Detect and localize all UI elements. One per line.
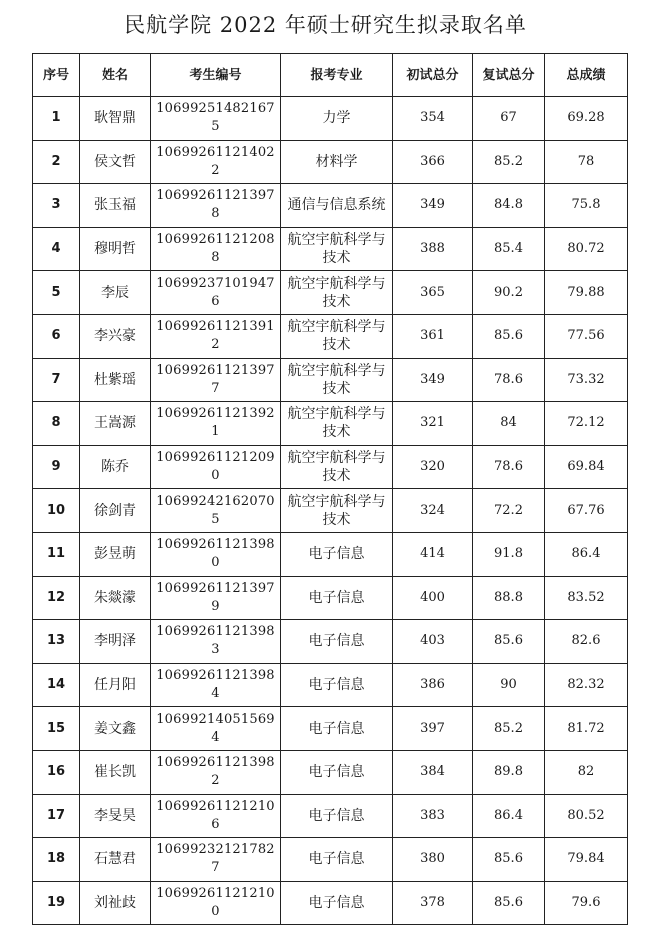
cell-no: 12 [33,576,80,620]
table-row [33,227,628,271]
table-body [33,97,628,925]
cell-total: 69.28 [545,97,628,141]
cell-name: 李旻昊 [80,794,151,838]
cell-prelim: 354 [393,97,473,141]
cell-name: 侯文哲 [80,140,151,184]
cell-id: 106992611213984 [151,663,281,707]
cell-name: 刘祉歧 [80,881,151,925]
cell-retest: 84 [473,402,545,446]
cell-retest: 85.6 [473,881,545,925]
cell-id: 106992611213983 [151,620,281,664]
cell-major: 电子信息 [281,707,393,751]
cell-id: 106992140515694 [151,707,281,751]
cell-retest: 78.6 [473,358,545,402]
cell-major: 航空宇航科学与技术 [281,489,393,533]
cell-prelim: 400 [393,576,473,620]
table-row [33,402,628,446]
table-row [33,489,628,533]
cell-retest: 85.2 [473,140,545,184]
cell-major: 电子信息 [281,663,393,707]
cell-no: 18 [33,838,80,882]
table-row [33,576,628,620]
cell-retest: 72.2 [473,489,545,533]
cell-total: 78 [545,140,628,184]
cell-retest: 91.8 [473,532,545,576]
table-row [33,707,628,751]
cell-major: 电子信息 [281,838,393,882]
cell-prelim: 365 [393,271,473,315]
cell-no: 8 [33,402,80,446]
cell-no: 5 [33,271,80,315]
cell-name: 张玉福 [80,184,151,228]
cell-no: 2 [33,140,80,184]
cell-retest: 90 [473,663,545,707]
table-row [33,881,628,925]
table-row [33,532,628,576]
cell-total: 80.52 [545,794,628,838]
cell-name: 彭昱萌 [80,532,151,576]
cell-id: 106992321217827 [151,838,281,882]
table-row [33,271,628,315]
cell-total: 67.76 [545,489,628,533]
cell-no: 15 [33,707,80,751]
cell-no: 17 [33,794,80,838]
cell-id: 106992421620705 [151,489,281,533]
cell-name: 石慧君 [80,838,151,882]
cell-prelim: 324 [393,489,473,533]
cell-retest: 85.2 [473,707,545,751]
cell-prelim: 414 [393,532,473,576]
cell-no: 16 [33,750,80,794]
cell-major: 电子信息 [281,750,393,794]
cell-name: 徐剑青 [80,489,151,533]
col-header-no: 序号 [33,54,80,97]
cell-total: 72.12 [545,402,628,446]
cell-major: 材料学 [281,140,393,184]
cell-major: 航空宇航科学与技术 [281,314,393,358]
cell-id: 106992611213980 [151,532,281,576]
cell-no: 14 [33,663,80,707]
col-header-retest: 复试总分 [473,54,545,97]
cell-name: 任月阳 [80,663,151,707]
cell-major: 航空宇航科学与技术 [281,227,393,271]
cell-retest: 85.6 [473,838,545,882]
col-header-id: 考生编号 [151,54,281,97]
cell-retest: 89.8 [473,750,545,794]
cell-no: 3 [33,184,80,228]
cell-id: 106992611212100 [151,881,281,925]
cell-total: 80.72 [545,227,628,271]
table-row [33,838,628,882]
cell-prelim: 361 [393,314,473,358]
cell-major: 电子信息 [281,881,393,925]
table-row [33,97,628,141]
cell-id: 106992611213912 [151,314,281,358]
cell-id: 106992611212090 [151,445,281,489]
cell-retest: 67 [473,97,545,141]
cell-name: 李明泽 [80,620,151,664]
cell-no: 1 [33,97,80,141]
cell-major: 航空宇航科学与技术 [281,445,393,489]
cell-id: 106992611213982 [151,750,281,794]
cell-name: 崔长凯 [80,750,151,794]
cell-total: 75.8 [545,184,628,228]
admission-table [32,53,628,925]
cell-total: 69.84 [545,445,628,489]
cell-major: 电子信息 [281,576,393,620]
cell-retest: 78.6 [473,445,545,489]
cell-major: 力学 [281,97,393,141]
cell-retest: 85.4 [473,227,545,271]
header-row [33,54,628,97]
col-header-major: 报考专业 [281,54,393,97]
cell-name: 陈乔 [80,445,151,489]
cell-total: 77.56 [545,314,628,358]
cell-retest: 85.6 [473,620,545,664]
cell-prelim: 349 [393,184,473,228]
cell-major: 航空宇航科学与技术 [281,358,393,402]
cell-id: 106992611214022 [151,140,281,184]
cell-total: 82.6 [545,620,628,664]
cell-retest: 85.6 [473,314,545,358]
cell-total: 79.84 [545,838,628,882]
table-row [33,184,628,228]
cell-total: 82.32 [545,663,628,707]
cell-retest: 86.4 [473,794,545,838]
cell-id: 106992611212106 [151,794,281,838]
cell-no: 6 [33,314,80,358]
table-row [33,663,628,707]
col-header-prelim: 初试总分 [393,54,473,97]
cell-no: 19 [33,881,80,925]
cell-retest: 90.2 [473,271,545,315]
cell-no: 4 [33,227,80,271]
table-row [33,750,628,794]
table-row [33,794,628,838]
cell-retest: 84.8 [473,184,545,228]
col-header-name: 姓名 [80,54,151,97]
cell-no: 13 [33,620,80,664]
cell-id: 106992611213978 [151,184,281,228]
cell-retest: 88.8 [473,576,545,620]
cell-no: 7 [33,358,80,402]
cell-major: 电子信息 [281,794,393,838]
cell-total: 73.32 [545,358,628,402]
cell-major: 电子信息 [281,620,393,664]
cell-prelim: 320 [393,445,473,489]
cell-total: 79.6 [545,881,628,925]
table-row [33,358,628,402]
cell-major: 航空宇航科学与技术 [281,271,393,315]
cell-total: 86.4 [545,532,628,576]
cell-no: 9 [33,445,80,489]
table-row [33,314,628,358]
cell-prelim: 388 [393,227,473,271]
cell-no: 11 [33,532,80,576]
cell-id: 106992611212088 [151,227,281,271]
cell-name: 姜文鑫 [80,707,151,751]
col-header-total: 总成绩 [545,54,628,97]
cell-prelim: 321 [393,402,473,446]
cell-total: 79.88 [545,271,628,315]
cell-prelim: 349 [393,358,473,402]
cell-no: 10 [33,489,80,533]
cell-name: 穆明哲 [80,227,151,271]
cell-prelim: 378 [393,881,473,925]
cell-id: 106992611213921 [151,402,281,446]
cell-name: 杜紫瑶 [80,358,151,402]
cell-id: 106992371019476 [151,271,281,315]
cell-name: 李兴豪 [80,314,151,358]
cell-id: 106992611213977 [151,358,281,402]
cell-prelim: 397 [393,707,473,751]
page-title: 民航学院 2022 年硕士研究生拟录取名单 [124,13,527,37]
cell-prelim: 384 [393,750,473,794]
table-row [33,140,628,184]
cell-total: 82 [545,750,628,794]
cell-name: 李辰 [80,271,151,315]
cell-prelim: 366 [393,140,473,184]
table-row [33,445,628,489]
cell-total: 81.72 [545,707,628,751]
cell-name: 耿智鼎 [80,97,151,141]
cell-major: 航空宇航科学与技术 [281,402,393,446]
cell-prelim: 386 [393,663,473,707]
cell-name: 朱燚濛 [80,576,151,620]
cell-total: 83.52 [545,576,628,620]
cell-name: 王嵩源 [80,402,151,446]
cell-prelim: 403 [393,620,473,664]
cell-major: 通信与信息系统 [281,184,393,228]
cell-id: 106992611213979 [151,576,281,620]
cell-major: 电子信息 [281,532,393,576]
cell-id: 106992514821675 [151,97,281,141]
cell-prelim: 383 [393,794,473,838]
cell-prelim: 380 [393,838,473,882]
table-row [33,620,628,664]
